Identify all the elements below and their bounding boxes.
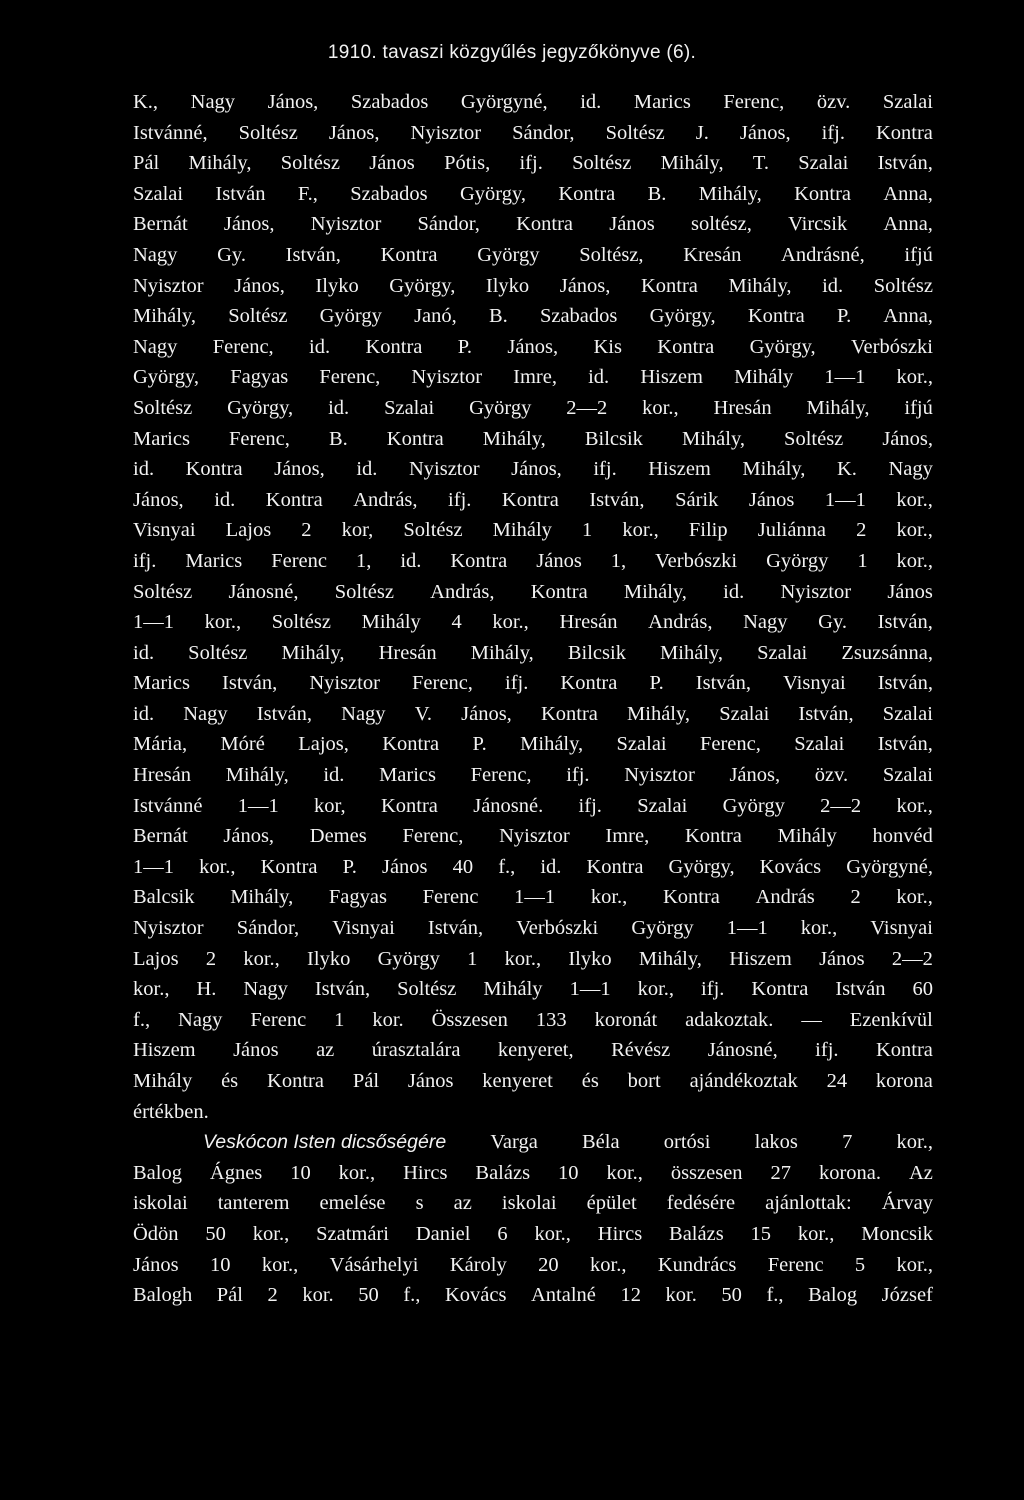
text-line: Nagy Ferenc, id. Kontra P. János, Kis Kontra György, Verbószki [133, 335, 933, 358]
text-line: Hiszem János az úrasztalára kenyeret, Révész Jánosné, ifj. Kontra [133, 1039, 933, 1062]
text-line: Soltész György, id. Szalai György 2—2 kor., Hresán Mihály, ifjú [133, 396, 933, 419]
text-line: K., Nagy János, Szabados Györgyné, id. Marics Ferenc, özv. Szalai [133, 91, 933, 113]
text-line: Veskócon Isten dicsőségére Varga Béla ortósi lakos 7 kor., [133, 1127, 933, 1158]
text-line: Marics István, Nyisztor Ferenc, ifj. Kontra P. István, Visnyai István, [133, 672, 933, 695]
text-line: Hresán Mihály, id. Marics Ferenc, ifj. Nyisztor János, özv. Szalai [133, 764, 933, 787]
text-line: Pál Mihály, Soltész János Pótis, ifj. Soltész Mihály, T. Szalai István, [133, 152, 933, 175]
text-line: iskolai tanterem emelése s az iskolai épület fedésére ajánlottak: Árvay [133, 1192, 933, 1215]
text-line: id. Kontra János, id. Nyisztor János, ifj. Hiszem Mihály, K. Nagy [133, 458, 933, 481]
text-line: Balog Ágnes 10 kor., Hircs Balázs 10 kor., összesen 27 korona. Az [133, 1161, 933, 1184]
text-line: Marics Ferenc, B. Kontra Mihály, Bilcsik Mihály, Soltész János, [133, 427, 933, 450]
text-line: Lajos 2 kor., Ilyko György 1 kor., Ilyko Mihály, Hiszem János 2—2 [133, 947, 933, 970]
text-line: Balcsik Mihály, Fagyas Ferenc 1—1 kor., Kontra András 2 kor., [133, 886, 933, 909]
text-line: 1—1 kor., Soltész Mihály 4 kor., Hresán András, Nagy Gy. István, [133, 611, 933, 634]
text-line: Istvánné, Soltész János, Nyisztor Sándor, Soltész J. János, ifj. Kontra [133, 121, 933, 144]
italic-heading: Veskócon Isten dicsőségére [203, 1131, 447, 1154]
text-line: kor., H. Nagy István, Soltész Mihály 1—1 kor., ifj. Kontra István 60 [133, 978, 933, 1001]
text-line: Nagy Gy. István, Kontra György Soltész, Kresán Andrásné, ifjú [133, 243, 933, 266]
text-line: Nyisztor Sándor, Visnyai István, Verbószki György 1—1 kor., Visnyai [133, 917, 933, 940]
text-line: Balogh Pál 2 kor. 50 f., Kovács Antalné 12 kor. 50 f., Balog József [133, 1284, 933, 1307]
text-line: ifj. Marics Ferenc 1, id. Kontra János 1, Verbószki György 1 kor., [133, 549, 933, 572]
text-line: f., Nagy Ferenc 1 kor. Összesen 133 koronát adakoztak. — Ezenkívül [133, 1008, 933, 1031]
document-body [133, 87, 933, 1311]
text-line: Visnyai Lajos 2 kor, Soltész Mihály 1 kor., Filip Juliánna 2 kor., [133, 519, 933, 542]
text-line: Mihály és Kontra Pál János kenyeret és bort ajándékoztak 24 korona [133, 1070, 933, 1092]
text-line: Bernát János, Nyisztor Sándor, Kontra János soltész, Vircsik Anna, [133, 213, 933, 236]
text-line: 1—1 kor., Kontra P. János 40 f., id. Kontra György, Kovács Györgyné, [133, 855, 933, 878]
text-line: Mihály, Soltész György Janó, B. Szabados György, Kontra P. Anna, [133, 305, 933, 328]
text-line: György, Fagyas Ferenc, Nyisztor Imre, id. Hiszem Mihály 1—1 kor., [133, 366, 933, 389]
text-line: Mária, Móré Lajos, Kontra P. Mihály, Szalai Ferenc, Szalai István, [133, 733, 933, 756]
text-line: Soltész Jánosné, Soltész András, Kontra Mihály, id. Nyisztor János [133, 580, 933, 603]
text-line: Nyisztor János, Ilyko György, Ilyko János, Kontra Mihály, id. Soltész [133, 274, 933, 297]
text-line: értékben. [133, 1100, 209, 1123]
text-line: id. Soltész Mihály, Hresán Mihály, Bilcsik Mihály, Szalai Zsuzsánna, [133, 641, 933, 664]
text-line: Bernát János, Demes Ferenc, Nyisztor Imre, Kontra Mihály honvéd [133, 825, 933, 848]
page-header: 1910. tavaszi közgyűlés jegyzőkönyve (6). [327, 42, 697, 63]
text-line: Szalai István F., Szabados György, Kontra B. Mihály, Kontra Anna, [133, 182, 933, 205]
text-line: János, id. Kontra András, ifj. Kontra István, Sárik János 1—1 kor., [133, 488, 933, 511]
text-line: id. Nagy István, Nagy V. János, Kontra Mihály, Szalai István, Szalai [133, 702, 933, 725]
text-line: János 10 kor., Vásárhelyi Károly 20 kor., Kundrács Ferenc 5 kor., [133, 1253, 933, 1276]
text-line: Ödön 50 kor., Szatmári Daniel 6 kor., Hircs Balázs 15 kor., Moncsik [133, 1222, 933, 1245]
text-line: Istvánné 1—1 kor, Kontra Jánosné. ifj. Szalai György 2—2 kor., [133, 794, 933, 817]
